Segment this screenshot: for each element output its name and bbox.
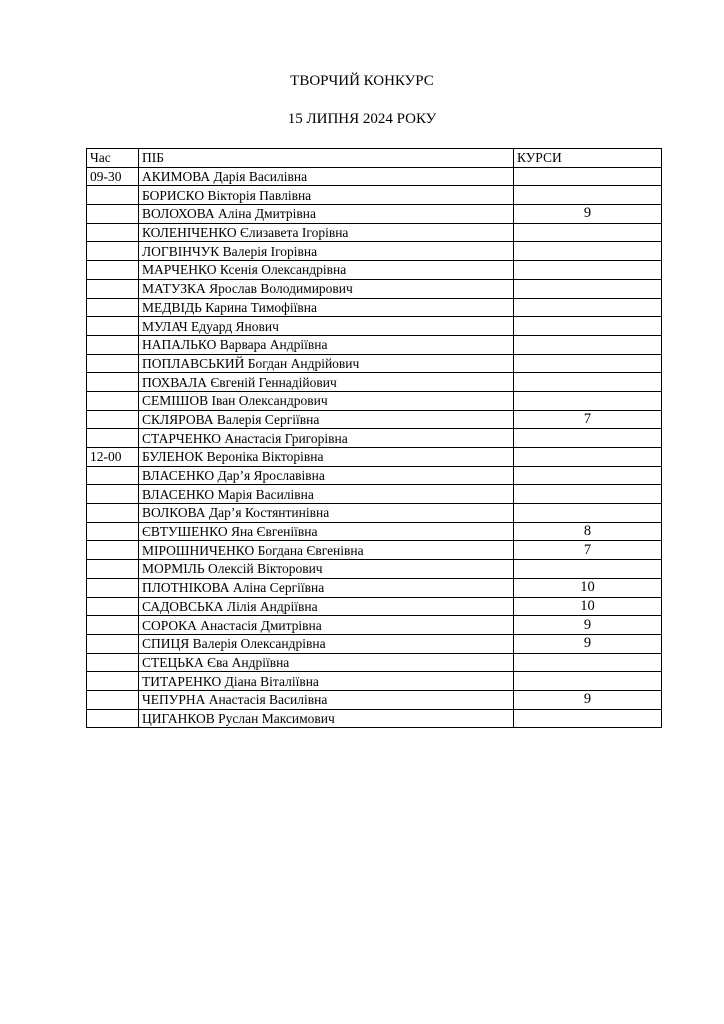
cell-time <box>87 522 139 541</box>
cell-courses: 7 <box>514 541 662 560</box>
cell-time <box>87 298 139 317</box>
cell-name: ЦИГАНКОВ Руслан Максимович <box>139 709 514 728</box>
cell-name: ЄВТУШЕНКО Яна Євгеніївна <box>139 522 514 541</box>
cell-time <box>87 223 139 242</box>
cell-time <box>87 335 139 354</box>
cell-name: МЕДВІДЬ Карина Тимофіївна <box>139 298 514 317</box>
table-row <box>87 616 662 635</box>
table-row <box>87 634 662 653</box>
cell-time <box>87 354 139 373</box>
schedule-table <box>86 148 662 728</box>
cell-courses: 9 <box>514 634 662 653</box>
cell-time: 12-00 <box>87 448 139 467</box>
cell-name: МУЛАЧ Едуард Янович <box>139 317 514 336</box>
table-row <box>87 653 662 672</box>
cell-time <box>87 485 139 504</box>
cell-name: ВОЛОХОВА Аліна Дмитрівна <box>139 205 514 224</box>
table-header-row <box>87 149 662 168</box>
cell-courses <box>514 279 662 298</box>
cell-courses <box>514 335 662 354</box>
cell-name: ВОЛКОВА Дар’я Костянтинівна <box>139 504 514 523</box>
cell-courses <box>514 653 662 672</box>
table-row <box>87 373 662 392</box>
table-row <box>87 335 662 354</box>
cell-name: МАРЧЕНКО Ксенія Олександрівна <box>139 261 514 280</box>
table-body <box>87 167 662 728</box>
cell-time <box>87 634 139 653</box>
cell-name: КОЛЕНІЧЕНКО Єлизавета Ігорівна <box>139 223 514 242</box>
cell-name: ПОХВАЛА Євгеній Геннадійович <box>139 373 514 392</box>
cell-time <box>87 597 139 616</box>
cell-time <box>87 541 139 560</box>
cell-time <box>87 466 139 485</box>
cell-time <box>87 186 139 205</box>
cell-time <box>87 429 139 448</box>
cell-name: БОРИСКО Вікторія Павлівна <box>139 186 514 205</box>
cell-courses: 9 <box>514 690 662 709</box>
cell-courses <box>514 354 662 373</box>
cell-courses <box>514 391 662 410</box>
cell-time <box>87 560 139 579</box>
cell-name: ВЛАСЕНКО Марія Василівна <box>139 485 514 504</box>
table-row <box>87 690 662 709</box>
cell-courses <box>514 167 662 186</box>
cell-courses: 9 <box>514 205 662 224</box>
cell-courses <box>514 709 662 728</box>
cell-name: ПОПЛАВСЬКИЙ Богдан Андрійович <box>139 354 514 373</box>
table-row <box>87 261 662 280</box>
cell-courses <box>514 298 662 317</box>
document-title: ТВОРЧИЙ КОНКУРС <box>290 73 434 89</box>
cell-name: МАТУЗКА Ярослав Володимирович <box>139 279 514 298</box>
table-row <box>87 205 662 224</box>
table-row <box>87 317 662 336</box>
cell-time <box>87 410 139 429</box>
cell-courses <box>514 485 662 504</box>
table-row <box>87 485 662 504</box>
cell-name: МОРМІЛЬ Олексій Вікторович <box>139 560 514 579</box>
table-row <box>87 242 662 261</box>
cell-name: ТИТАРЕНКО Діана Віталіївна <box>139 672 514 691</box>
cell-name: СТЕЦЬКА Єва Андріївна <box>139 653 514 672</box>
cell-courses: 10 <box>514 578 662 597</box>
table-row <box>87 354 662 373</box>
table-row <box>87 223 662 242</box>
cell-courses <box>514 448 662 467</box>
cell-courses <box>514 186 662 205</box>
cell-courses: 8 <box>514 522 662 541</box>
cell-time <box>87 672 139 691</box>
table-row <box>87 167 662 186</box>
table-row <box>87 466 662 485</box>
cell-time <box>87 709 139 728</box>
cell-courses <box>514 429 662 448</box>
table-row <box>87 504 662 523</box>
document-date: 15 ЛИПНЯ 2024 РОКУ <box>287 111 437 127</box>
header-time: Час <box>87 149 139 168</box>
cell-courses <box>514 261 662 280</box>
cell-name: БУЛЕНОК Вероніка Вікторівна <box>139 448 514 467</box>
cell-name: ЛОГВІНЧУК Валерія Ігорівна <box>139 242 514 261</box>
cell-time <box>87 242 139 261</box>
cell-name: СЕМІШОВ Іван Олександрович <box>139 391 514 410</box>
header-name: ПІБ <box>139 149 514 168</box>
table-row <box>87 429 662 448</box>
cell-time <box>87 504 139 523</box>
table-row <box>87 279 662 298</box>
table-row <box>87 560 662 579</box>
cell-name: ВЛАСЕНКО Дар’я Ярославівна <box>139 466 514 485</box>
table-row <box>87 448 662 467</box>
cell-name: ПЛОТНІКОВА Аліна Сергіївна <box>139 578 514 597</box>
cell-name: СТАРЧЕНКО Анастасія Григорівна <box>139 429 514 448</box>
cell-time <box>87 616 139 635</box>
cell-name: СКЛЯРОВА Валерія Сергіївна <box>139 410 514 429</box>
cell-courses <box>514 504 662 523</box>
table-row <box>87 410 662 429</box>
table-row <box>87 709 662 728</box>
cell-courses: 9 <box>514 616 662 635</box>
cell-name: ЧЕПУРНА Анастасія Василівна <box>139 690 514 709</box>
cell-courses <box>514 223 662 242</box>
cell-time <box>87 317 139 336</box>
cell-time <box>87 373 139 392</box>
cell-courses <box>514 317 662 336</box>
table-row <box>87 672 662 691</box>
cell-time <box>87 279 139 298</box>
cell-courses <box>514 560 662 579</box>
cell-name: СОРОКА Анастасія Дмитрівна <box>139 616 514 635</box>
table-row <box>87 578 662 597</box>
cell-time <box>87 653 139 672</box>
cell-courses: 10 <box>514 597 662 616</box>
table-row <box>87 541 662 560</box>
table-row <box>87 298 662 317</box>
cell-courses <box>514 672 662 691</box>
table-row <box>87 186 662 205</box>
cell-courses <box>514 242 662 261</box>
cell-courses: 7 <box>514 410 662 429</box>
cell-courses <box>514 466 662 485</box>
cell-name: САДОВСЬКА Лілія Андріївна <box>139 597 514 616</box>
cell-courses <box>514 373 662 392</box>
cell-time: 09-30 <box>87 167 139 186</box>
cell-time <box>87 261 139 280</box>
table-row <box>87 597 662 616</box>
cell-time <box>87 578 139 597</box>
cell-name: АКИМОВА Дарія Василівна <box>139 167 514 186</box>
table-row <box>87 522 662 541</box>
cell-time <box>87 205 139 224</box>
cell-name: МІРОШНИЧЕНКО Богдана Євгенівна <box>139 541 514 560</box>
cell-time <box>87 391 139 410</box>
table-row <box>87 391 662 410</box>
cell-name: НАПАЛЬКО Варвара Андріївна <box>139 335 514 354</box>
cell-time <box>87 690 139 709</box>
cell-name: СПИЦЯ Валерія Олександрівна <box>139 634 514 653</box>
header-courses: КУРСИ <box>514 149 662 168</box>
